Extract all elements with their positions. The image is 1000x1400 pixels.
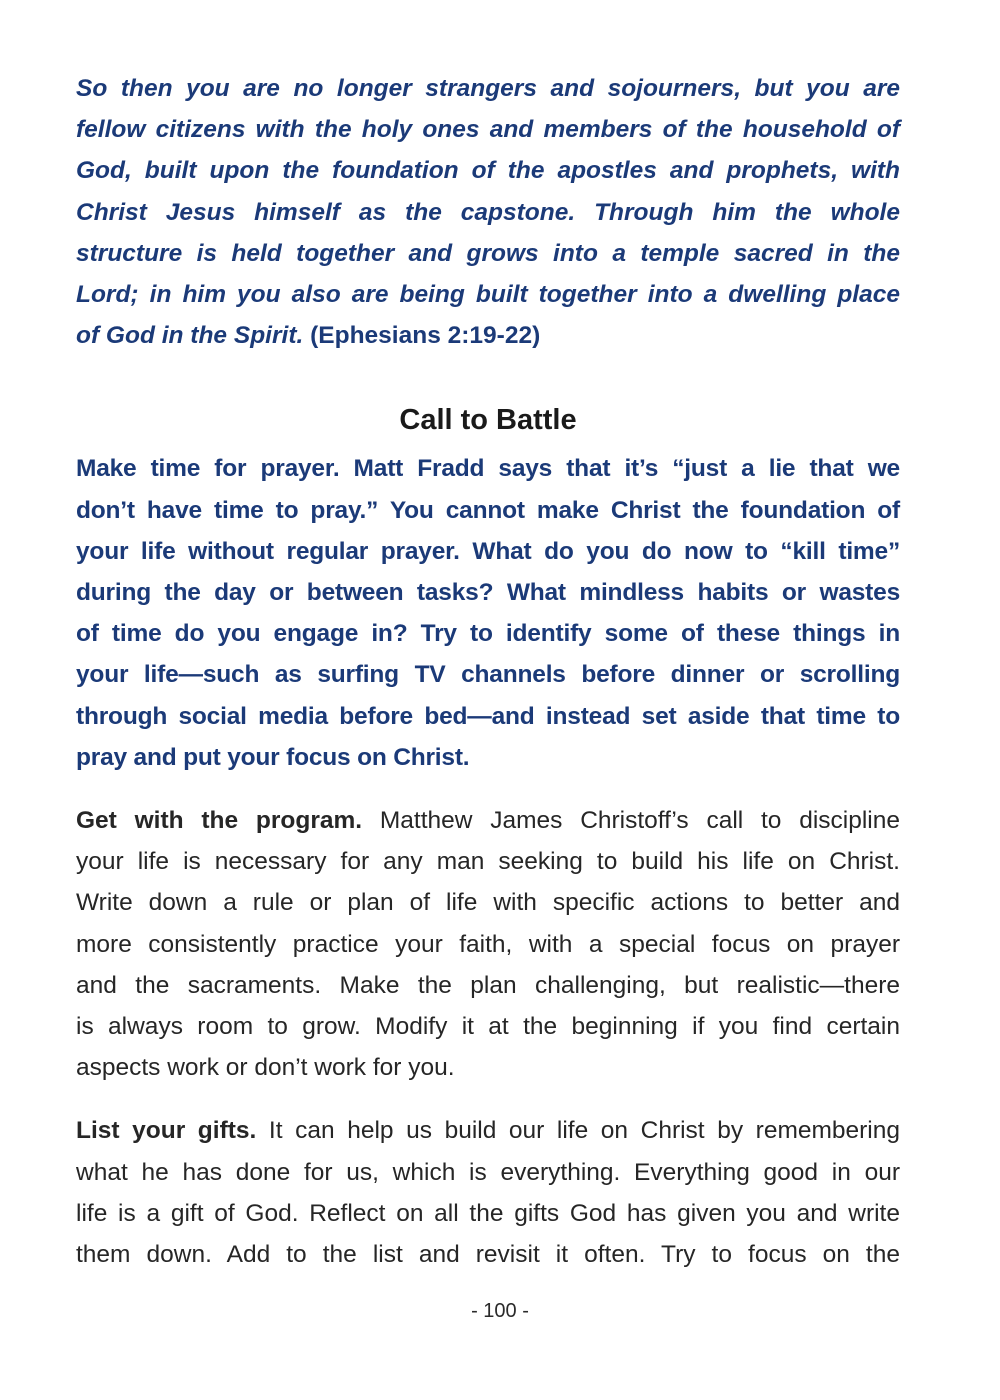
quote-line: So then you are no longer strangers and sojourners, but you are bbox=[76, 75, 900, 102]
paragraph-lead: Get with the program. bbox=[76, 807, 363, 835]
scripture-reference: (Ephesians 2:19-22) bbox=[310, 322, 541, 350]
paragraph-first-line bbox=[76, 1110, 900, 1151]
paragraph-get-with-the-program bbox=[76, 800, 900, 1088]
paragraph-line: during the day or between tasks? What mindless habits or wastes bbox=[76, 579, 900, 607]
paragraph-line: Write down a rule or plan of life with specific actions to better and bbox=[76, 889, 900, 917]
paragraph-line: don’t have time to pray.” You cannot make Christ the foundation of bbox=[76, 496, 900, 524]
quote-line: Lord; in him you also are being built together into a dwelling place bbox=[76, 281, 900, 309]
paragraph-list-your-gifts bbox=[76, 1110, 900, 1275]
paragraph-first-line bbox=[76, 800, 900, 841]
book-page bbox=[76, 68, 900, 1275]
paragraph-line: aspects work or don’t work for you. bbox=[76, 1054, 455, 1082]
paragraph-line: of time do you engage in? Try to identify some of these things in bbox=[76, 620, 900, 648]
section-heading: Call to Battle bbox=[399, 404, 577, 437]
scripture-quote bbox=[76, 68, 900, 356]
quote-line: structure is held together and grows into a temple sacred in the bbox=[76, 239, 900, 267]
paragraph-line: pray and put your focus on Christ. bbox=[76, 743, 470, 771]
paragraph-lead: Make time for prayer. bbox=[76, 455, 340, 483]
quote-line: of God in the Spirit. bbox=[76, 322, 304, 350]
paragraph-line: and the sacraments. Make the plan challenging, but realistic—there bbox=[76, 971, 900, 999]
quote-line: Christ Jesus himself as the capstone. Through him the whole bbox=[76, 198, 900, 226]
paragraph-line: your life—such as surfing TV channels before dinner or scrolling bbox=[76, 661, 900, 689]
page-number: - 100 - bbox=[471, 1300, 529, 1322]
paragraph-make-time-for-prayer bbox=[76, 448, 900, 778]
paragraph-line: through social media before bed—and instead set aside that time to bbox=[76, 702, 900, 730]
quote-last-line bbox=[76, 315, 900, 356]
paragraph-line: It can help us build our life on Christ by remembering bbox=[256, 1117, 900, 1145]
paragraph-line: life is a gift of God. Reflect on all the gifts God has given you and write bbox=[76, 1199, 900, 1227]
paragraph-first-line bbox=[76, 448, 900, 489]
paragraph-line: Matthew James Christoff’s call to discipline bbox=[362, 807, 900, 835]
paragraph-line: your life without regular prayer. What do you do now to “kill time” bbox=[76, 537, 900, 565]
paragraph-line: is always room to grow. Modify it at the beginning if you find certain bbox=[76, 1013, 900, 1041]
paragraph-line: your life is necessary for any man seeking to build his life on Christ. bbox=[76, 848, 900, 876]
paragraph-line: them down. Add to the list and revisit it often. Try to focus on the bbox=[76, 1241, 900, 1269]
quote-line: God, built upon the foundation of the apostles and prophets, with bbox=[76, 157, 900, 185]
quote-line: fellow citizens with the holy ones and members of the household of bbox=[76, 116, 900, 144]
paragraph-line: Matt Fradd says that it’s “just a lie that we bbox=[339, 455, 900, 483]
paragraph-lead: List your gifts. bbox=[76, 1117, 257, 1145]
paragraph-line: what he has done for us, which is everything. Everything good in our bbox=[76, 1158, 900, 1186]
paragraph-line: more consistently practice your faith, with a special focus on prayer bbox=[76, 930, 900, 958]
